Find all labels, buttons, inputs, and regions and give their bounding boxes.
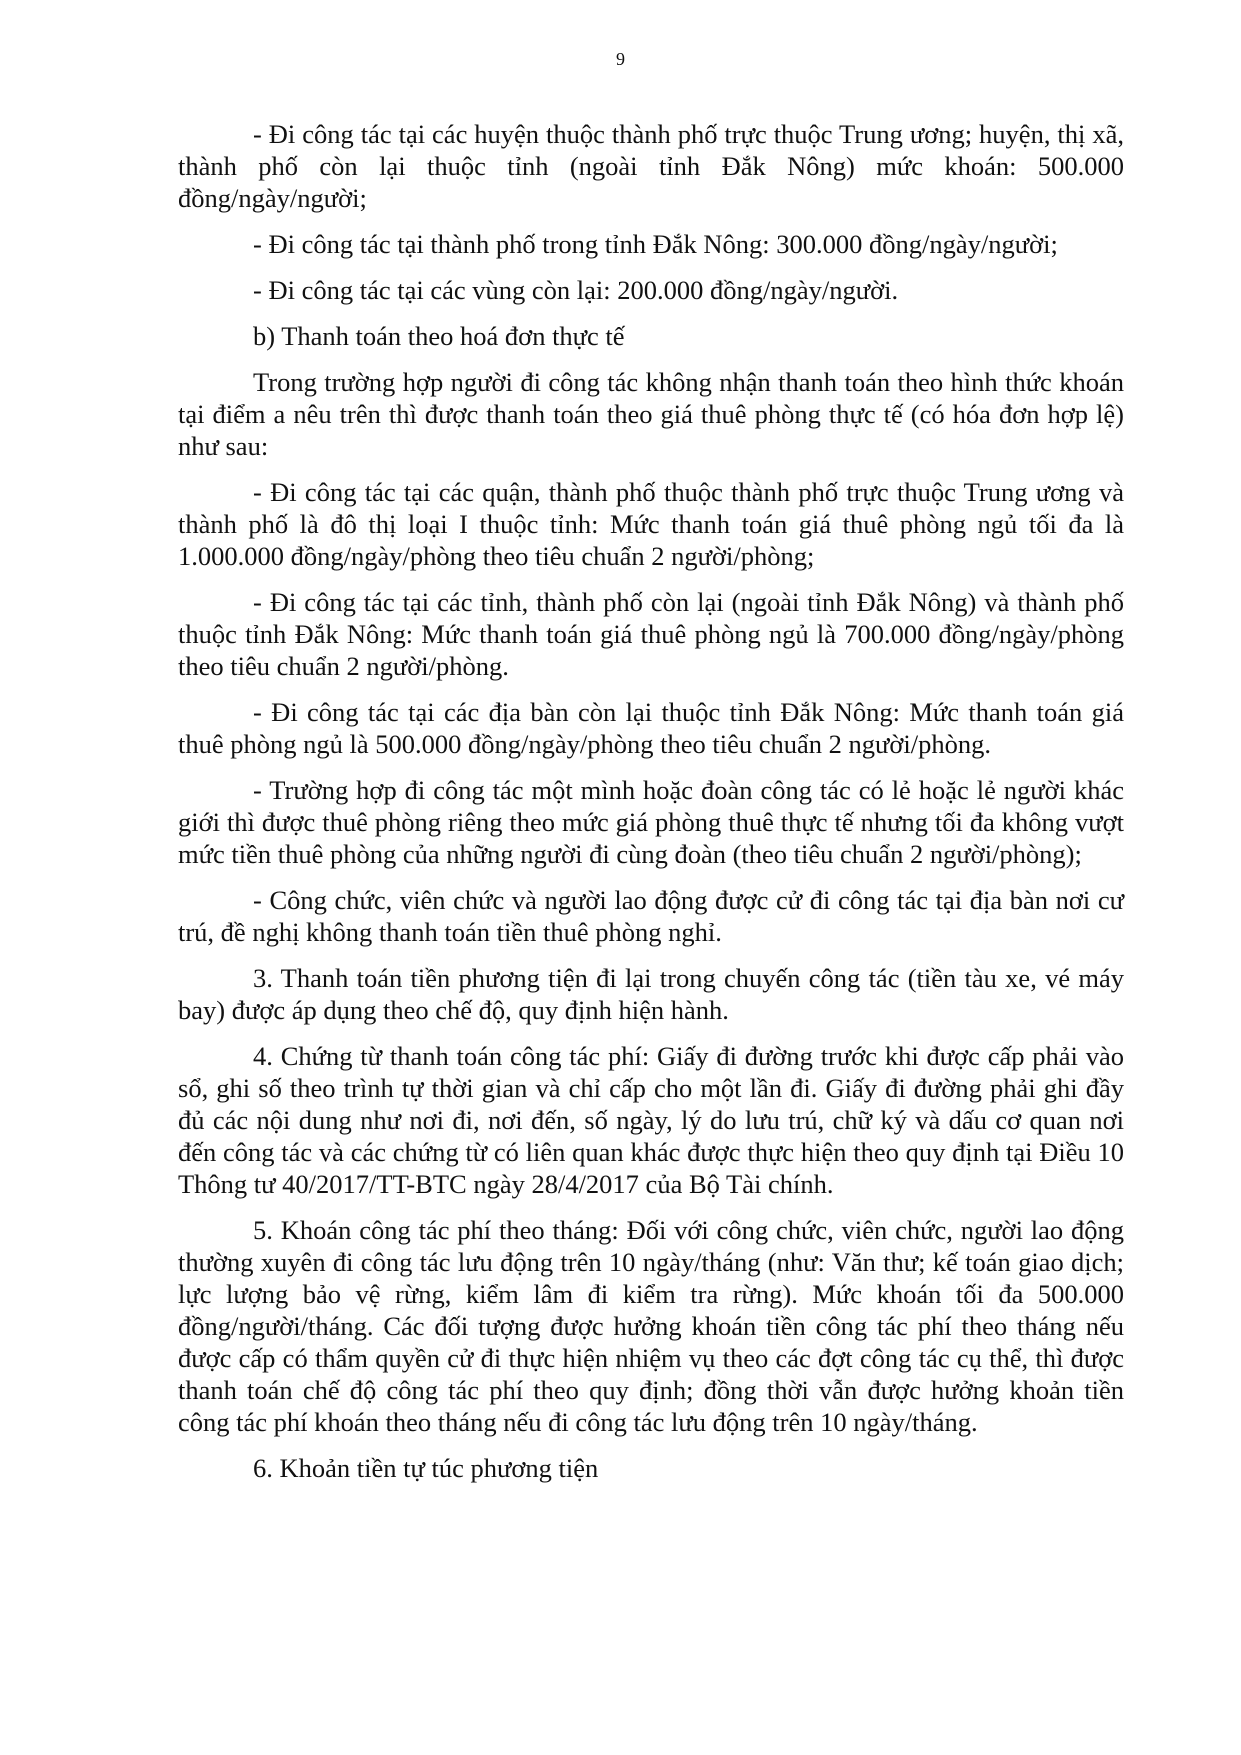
paragraph-province-room-rate: - Đi công tác tại các tỉnh, thành phố còn lại (ngoài tỉnh Đắk Nông) và thành phố thuộc tỉnh Đắk Nông: Mức thanh toán giá thuê phòng ngủ là 700.000 đồng/ngày/phòng theo tiêu chuẩn 2 người/phòng. [178, 587, 1124, 681]
paragraph-single-room-case: - Trường hợp đi công tác một mình hoặc đoàn công tác có lẻ hoặc lẻ người khác giới thì được thuê phòng riêng theo mức giá phòng thuê thực tế nhưng tối đa không vượt mức tiền thuê phòng của những người đi cùng đoàn (theo tiêu chuẩn 2 người/phòng); [178, 775, 1124, 869]
paragraph-city-allowance: - Đi công tác tại thành phố trong tỉnh Đắk Nông: 300.000 đồng/ngày/người; [253, 229, 1058, 259]
paragraph-section-6: 6. Khoản tiền tự túc phương tiện [253, 1453, 599, 1483]
paragraph-section-5: 5. Khoán công tác phí theo tháng: Đối với công chức, viên chức, người lao động thường xuyên đi công tác lưu động trên 10 ngày/tháng (như: Văn thư; kế toán giao dịch; lực lượng bảo vệ rừng, kiểm lâm đi kiểm tra rừng). Mức khoán tối đa 500.000 đồng/người/tháng. Các đối tượng được hưởng khoán tiền công tác phí theo tháng nếu được cấp có thẩm quyền cử đi thực hiện nhiệm vụ theo các đợt công tác cụ thể, thì được thanh toán chế độ công tác phí theo quy định; đồng thời vẫn được hưởng khoản tiền công tác phí khoán theo tháng nếu đi công tác lưu động trên 10 ngày/tháng. [178, 1215, 1124, 1437]
page-number: 9 [616, 49, 625, 69]
paragraph-heading-actual-invoice: b) Thanh toán theo hoá đơn thực tế [253, 321, 625, 351]
paragraph-district-allowance: - Đi công tác tại các huyện thuộc thành phố trực thuộc Trung ương; huyện, thị xã, thành phố còn lại thuộc tỉnh (ngoài tỉnh Đắk Nông) mức khoán: 500.000 đồng/ngày/người; [178, 119, 1124, 213]
paragraph-residence-area: - Công chức, viên chức và người lao động được cử đi công tác tại địa bàn nơi cư trú, đề nghị không thanh toán tiền thuê phòng nghỉ. [178, 885, 1124, 947]
document-body [178, 118, 1124, 1498]
paragraph-urban-room-rate: - Đi công tác tại các quận, thành phố thuộc thành phố trực thuộc Trung ương và thành phố là đô thị loại I thuộc tỉnh: Mức thanh toán giá thuê phòng ngủ tối đa là 1.000.000 đồng/ngày/phòng theo tiêu chuẩn 2 người/phòng; [178, 477, 1124, 571]
paragraph-actual-invoice-intro: Trong trường hợp người đi công tác không nhận thanh toán theo hình thức khoán tại điểm a nêu trên thì được thanh toán theo giá thuê phòng thực tế (có hóa đơn hợp lệ) như sau: [178, 367, 1124, 461]
paragraph-other-areas-allowance: - Đi công tác tại các vùng còn lại: 200.000 đồng/ngày/người. [253, 275, 899, 305]
paragraph-section-4: 4. Chứng từ thanh toán công tác phí: Giấy đi đường trước khi được cấp phải vào sổ, ghi số theo trình tự thời gian và chỉ cấp cho một lần đi. Giấy đi đường phải ghi đầy đủ các nội dung như nơi đi, nơi đến, số ngày, lý do lưu trú, chữ ký và dấu cơ quan nơi đến công tác và các chứng từ có liên quan khác được thực hiện theo quy định tại Điều 10 Thông tư 40/2017/TT-BTC ngày 28/4/2017 của Bộ Tài chính. [178, 1041, 1124, 1199]
paragraph-remaining-areas-room-rate: - Đi công tác tại các địa bàn còn lại thuộc tỉnh Đắk Nông: Mức thanh toán giá thuê phòng ngủ là 500.000 đồng/ngày/phòng theo tiêu chuẩn 2 người/phòng. [178, 697, 1124, 759]
paragraph-section-3: 3. Thanh toán tiền phương tiện đi lại trong chuyến công tác (tiền tàu xe, vé máy bay) được áp dụng theo chế độ, quy định hiện hành. [178, 963, 1124, 1025]
